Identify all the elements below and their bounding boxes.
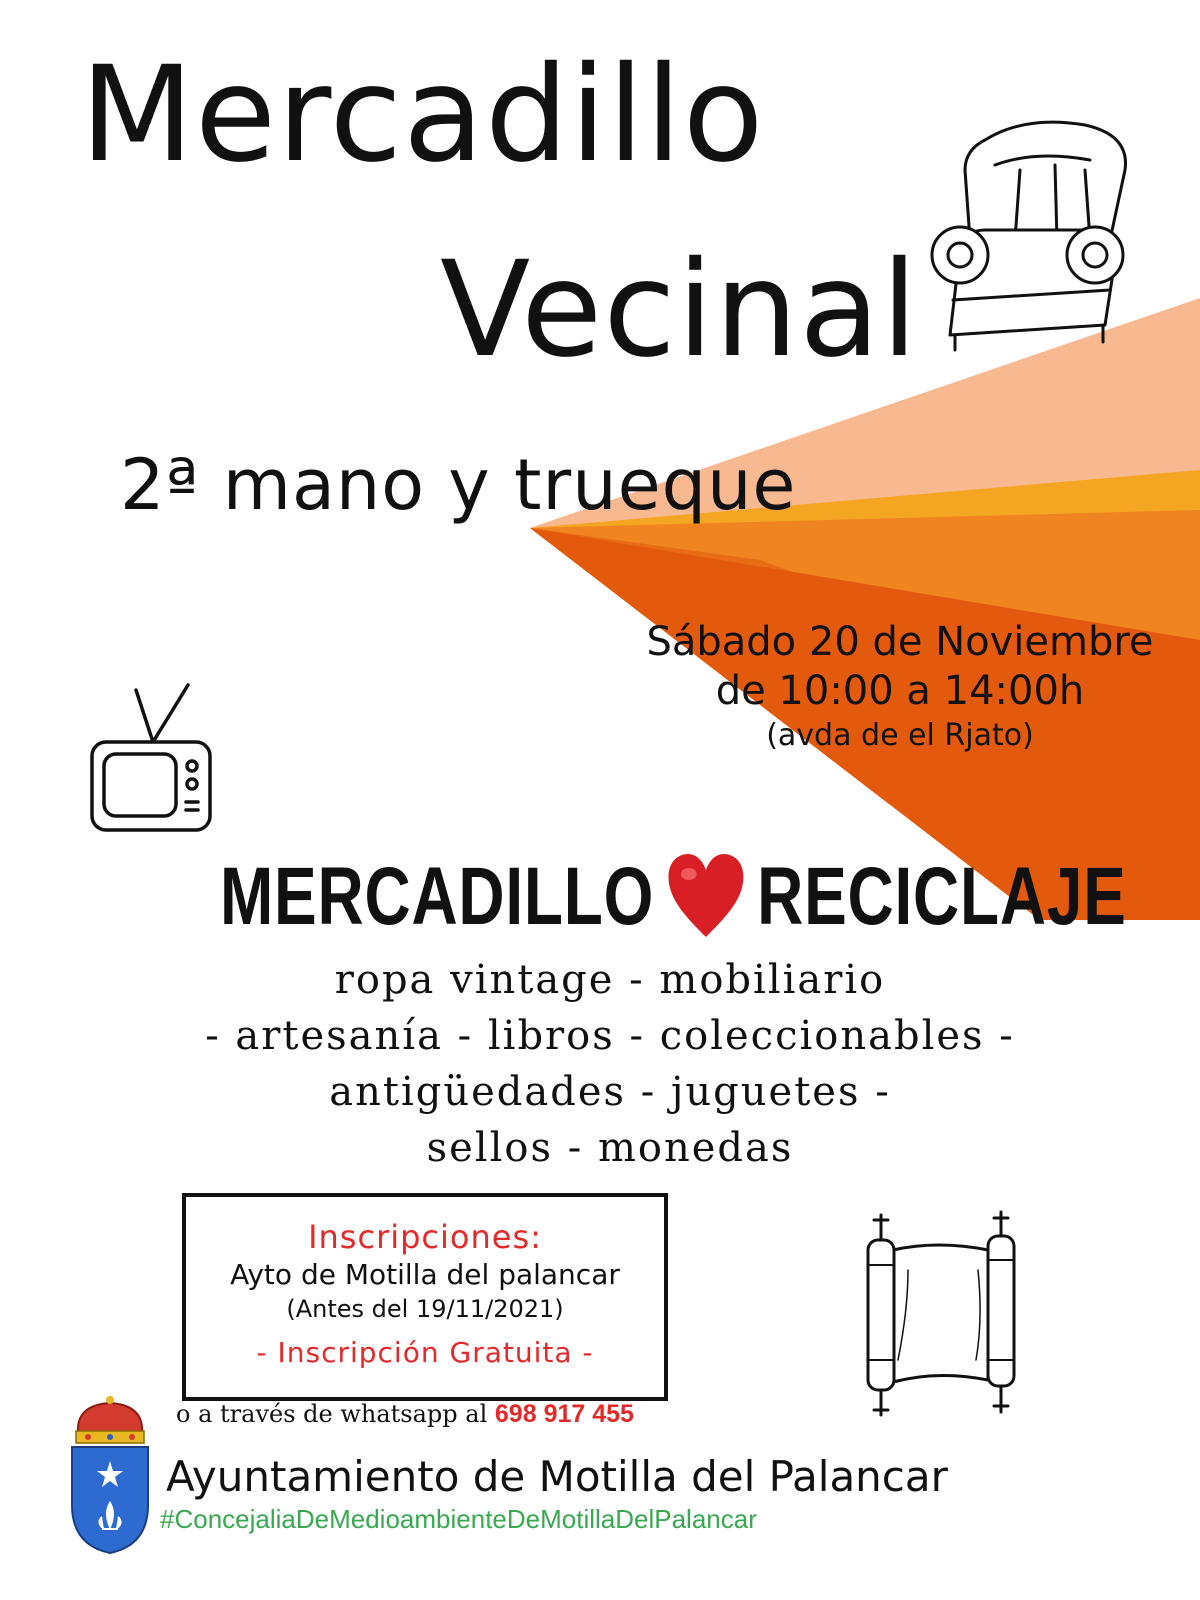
items-list [150, 952, 1070, 1176]
tv-icon [88, 680, 218, 840]
phone-number[interactable]: 698 917 455 [494, 1400, 634, 1428]
items-line: antigüedades - juguetes - [329, 1069, 891, 1115]
items-line: sellos - monedas [426, 1125, 794, 1171]
registration-deadline: (Antes del 19/11/2021) [286, 1295, 564, 1323]
headline-mercadillo-reciclaje [220, 842, 1127, 952]
title-line-1: Mercadillo [80, 38, 765, 192]
registration-title: Inscripciones: [308, 1218, 542, 1256]
hashtag[interactable]: #ConcejaliaDeMedioambienteDeMotillaDelPalancar [160, 1504, 757, 1534]
registration-place: Ayto de Motilla del palancar [230, 1258, 620, 1291]
whatsapp-prefix: o a través de whatsapp al [176, 1400, 488, 1428]
scroll-icon [838, 1210, 1038, 1420]
registration-box [182, 1193, 668, 1401]
headline-left: MERCADILLO [220, 851, 655, 942]
armchair-icon [925, 110, 1135, 360]
registration-free: - Inscripción Gratuita - [256, 1336, 594, 1369]
event-info [610, 618, 1190, 756]
subtitle: 2ª mano y trueque [120, 444, 797, 526]
headline-right: RECICLAJE [757, 851, 1127, 942]
organization-name: Ayuntamiento de Motilla del Palancar [166, 1452, 948, 1501]
event-location: (avda de el Rjato) [766, 718, 1034, 753]
items-line: ropa vintage - mobiliario [334, 957, 886, 1003]
items-line: - artesanía - libros - coleccionables - [205, 1013, 1015, 1059]
event-date: Sábado 20 de Noviembre [646, 619, 1154, 665]
heart-icon [667, 852, 745, 942]
coat-of-arms-icon [66, 1395, 154, 1555]
event-time: de 10:00 a 14:00h [715, 668, 1085, 714]
whatsapp-contact [176, 1400, 634, 1429]
title-line-2: Vecinal [440, 233, 919, 387]
